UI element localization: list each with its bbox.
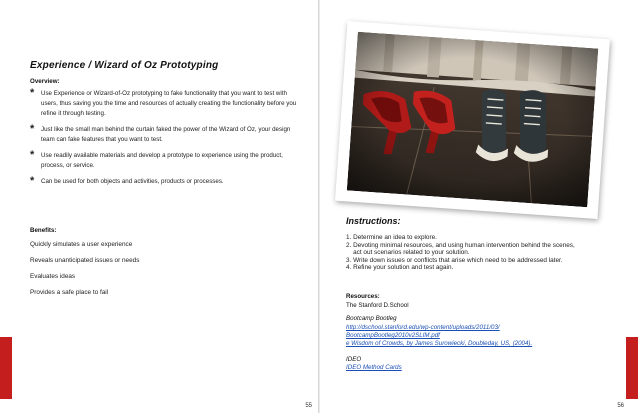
red-edge-tab [0, 337, 12, 399]
resources-label: Resources: [346, 293, 380, 300]
list-item: * Can be used for both objects and activities, products or processes. [30, 175, 224, 187]
list-item: act out scenarios related to your solution. [346, 249, 470, 257]
list-item: 1. Determine an idea to explore. [346, 234, 437, 241]
benefits-label: Benefits: [30, 227, 57, 234]
left-page [0, 0, 318, 413]
shoes-photo [335, 21, 610, 219]
resources-org: The Stanford D.School [346, 302, 409, 309]
ideo-method-cards-link[interactable]: IDEO Method Cards [346, 364, 402, 371]
list-item: Evaluates ideas [30, 273, 76, 280]
instructions-title: Instructions: [346, 216, 401, 226]
photo-image [347, 32, 599, 207]
page-title: Experience / Wizard of Oz Prototyping [30, 60, 219, 71]
shoes-under-curtain-image [347, 32, 599, 207]
wisdom-of-crowds-link[interactable]: e Wisdom of Crowds, by James Surowiecki, Doubleday, US, (2004). [346, 340, 533, 347]
list-item: * Use Experience or Wizard-of-Oz prototyping to fake functionality that you want to test with users, thus saving you the time and resources of actually creating the functionality before you refine it through testing. [30, 87, 297, 117]
list-item: * Use readily available materials and develop a prototype to experience using the product, process, or service. [30, 149, 283, 169]
asterisk-bullet-icon: * [30, 87, 35, 99]
list-item: Reveals unanticipated issues or needs [30, 257, 140, 264]
bootcamp-link-line-1[interactable]: http://dschool.stanford.edu/wp-content/uploads/2011/03/ [346, 324, 500, 331]
list-item: 4. Refine your solution and test again. [346, 264, 454, 272]
list-item: * Just like the small man behind the curtain faked the power of the Wizard of Oz, your design team can fake features that you want to test. [30, 123, 291, 143]
page-number: 56 [617, 403, 624, 409]
ideo-label: IDEO [346, 356, 362, 363]
instructions-list [346, 234, 616, 272]
red-edge-tab [626, 337, 638, 399]
list-item: Quickly simulates a user experience [30, 241, 133, 248]
bootcamp-link-line-2[interactable]: BootcampBootleg2010v2SLIM.pdf [346, 332, 440, 339]
bootcamp-label: Bootcamp Bootleg [346, 315, 397, 322]
asterisk-bullet-icon: * [30, 123, 35, 135]
benefits-list [30, 240, 139, 304]
asterisk-bullet-icon: * [30, 175, 35, 187]
list-item: 2. Devoting minimal resources, and using human intervention behind the scenes, [346, 241, 575, 249]
asterisk-bullet-icon: * [30, 149, 35, 161]
list-item: Provides a safe place to fail [30, 289, 109, 296]
overview-label: Overview: [30, 78, 60, 85]
page-number: 55 [305, 403, 312, 409]
overview-list [30, 89, 302, 193]
list-item: 3. Write down issues or conflicts that arise which need to be addressed later. [346, 256, 563, 264]
